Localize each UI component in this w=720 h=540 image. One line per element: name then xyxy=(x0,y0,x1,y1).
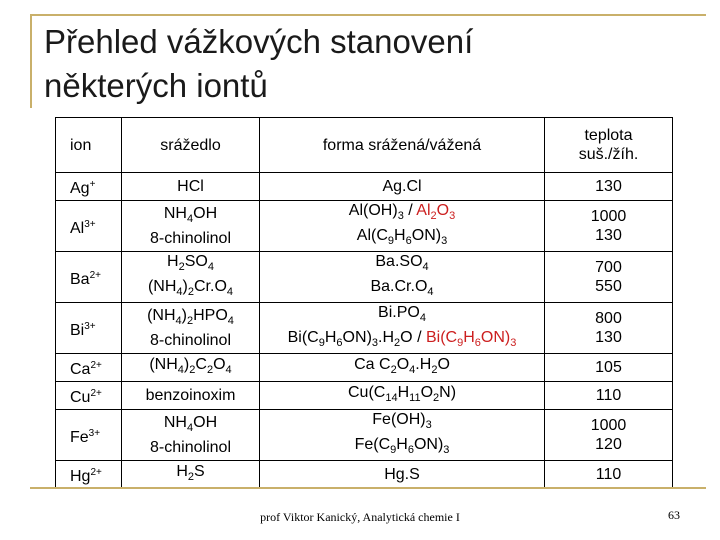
ion-cell xyxy=(56,173,122,201)
reagent-line: $(NH_4)_2Cr.O_4$ xyxy=(147,278,234,298)
form-line: Ca $C_2O_4.H_2O$ xyxy=(354,356,450,376)
ion-charge: 2+ xyxy=(90,467,102,478)
temp-line: 800 xyxy=(595,310,622,327)
temp-cell xyxy=(545,303,673,354)
form-cell xyxy=(260,354,545,382)
ion-cell xyxy=(56,201,122,252)
reagent-line: 8-chinolinol xyxy=(149,230,231,247)
temp-line: 110 xyxy=(595,466,622,483)
reagent-line: $(NH_4)_2HPO_4$ xyxy=(147,307,234,327)
reagent-line: benzoinoxim xyxy=(145,387,236,404)
temp-cell xyxy=(545,252,673,303)
header-form: forma srážená/vážená xyxy=(260,118,545,173)
bottom-rule xyxy=(30,487,706,489)
form-cell xyxy=(260,410,545,461)
form-line: $Al(C_9H_6ON)_3$ xyxy=(356,227,448,247)
reagent-cell xyxy=(122,461,260,489)
ion-cell xyxy=(56,382,122,410)
ion-symbol: Ag xyxy=(70,180,90,197)
temp-line: 1000 xyxy=(590,208,627,225)
temp-cell xyxy=(545,410,673,461)
ion-cell xyxy=(56,252,122,303)
ion-symbol: Fe xyxy=(70,428,89,446)
reagent-line: 8-chinolinol xyxy=(149,439,231,456)
table-row xyxy=(56,354,673,382)
footer-credit: prof Viktor Kanický, Analytická chemie I xyxy=(260,510,460,524)
header-temp-line-2: suš./žíh. xyxy=(578,146,639,163)
title-line-2: některých iontů xyxy=(44,67,268,104)
ion-charge: 2+ xyxy=(89,269,101,281)
temp-line: 105 xyxy=(595,359,622,376)
form-line: $Al(OH)_3 / Al_2O_3$ xyxy=(348,202,456,222)
form-line: Hg.S xyxy=(384,466,420,483)
temp-line: 130 xyxy=(595,178,622,195)
gravimetric-table xyxy=(55,117,673,489)
form-cell xyxy=(260,382,545,410)
header-temp-line-1: teplota xyxy=(584,127,633,144)
ion-symbol: Cu xyxy=(70,389,91,406)
title-line-1: Přehled vážkových stanovení xyxy=(44,23,474,60)
form-line: $Fe(OH)_3$ xyxy=(372,411,432,431)
ion-symbol: Hg xyxy=(70,468,91,485)
frame-vertical-rule xyxy=(30,14,32,108)
temp-line: 700 xyxy=(595,259,622,276)
reagent-line: HCl xyxy=(177,178,204,195)
form-line: $Fe(C_9H_6ON)_3$ xyxy=(354,436,450,456)
form-line: Ag.Cl xyxy=(382,178,422,195)
form-line: $Cu(C_{14}H_{11}O_2N)$ xyxy=(347,384,457,404)
temp-line: 120 xyxy=(595,436,622,453)
form-line: $Bi.PO_4$ xyxy=(378,304,426,324)
temp-cell xyxy=(545,382,673,410)
ion-cell xyxy=(56,461,122,489)
table-row xyxy=(56,461,673,489)
form-cell xyxy=(260,461,545,489)
table-row xyxy=(56,252,673,303)
reagent-cell xyxy=(122,303,260,354)
ion-symbol: Bi xyxy=(70,321,85,339)
temp-cell xyxy=(545,354,673,382)
form-cell xyxy=(260,252,545,303)
table-row xyxy=(56,382,673,410)
table-row xyxy=(56,201,673,252)
header-temperature xyxy=(545,118,673,173)
ion-symbol: Al xyxy=(70,219,85,237)
table-row xyxy=(56,173,673,201)
form-cell xyxy=(260,303,545,354)
ion-cell xyxy=(56,410,122,461)
reagent-cell xyxy=(122,252,260,303)
reagent-line: $NH_4OH$ xyxy=(163,205,218,225)
ion-cell xyxy=(56,354,122,382)
ion-charge: 3+ xyxy=(84,218,96,230)
temp-line: 1000 xyxy=(590,417,627,434)
reagent-cell xyxy=(122,410,260,461)
ion-charge: 3+ xyxy=(84,320,96,332)
reagent-cell xyxy=(122,354,260,382)
temp-cell xyxy=(545,173,673,201)
ion-symbol: Ca xyxy=(70,361,91,378)
temp-line: 130 xyxy=(595,227,622,244)
temp-line: 130 xyxy=(595,329,622,346)
reagent-line: $H_2S$ xyxy=(176,463,205,483)
header-reagent: srážedlo xyxy=(122,118,260,173)
temp-cell xyxy=(545,461,673,489)
temp-cell xyxy=(545,201,673,252)
form-line: $Ba.SO_4$ xyxy=(375,253,429,273)
form-cell xyxy=(260,201,545,252)
ion-charge: 3+ xyxy=(88,427,101,439)
frame-horizontal-rule xyxy=(30,14,706,16)
temp-line: 550 xyxy=(595,278,622,295)
form-line: $Ba.Cr.O_4$ xyxy=(370,278,434,298)
form-cell xyxy=(260,173,545,201)
ion-charge: 2+ xyxy=(90,388,102,399)
reagent-cell xyxy=(122,201,260,252)
slide-title xyxy=(44,20,473,108)
ion-charge: 2+ xyxy=(90,360,102,371)
table-header-row xyxy=(56,118,673,173)
ion-symbol: Ba xyxy=(70,270,90,288)
reagent-line: $NH_4OH$ xyxy=(163,414,218,434)
ion-charge: + xyxy=(89,179,96,190)
temp-line: 110 xyxy=(595,387,622,404)
reagent-line: 8-chinolinol xyxy=(149,332,231,349)
reagent-cell xyxy=(122,382,260,410)
ion-cell xyxy=(56,303,122,354)
header-ion: ion xyxy=(56,118,122,173)
page-number: 63 xyxy=(668,508,680,522)
reagent-line: $(NH_4)_2C_2O_4$ xyxy=(149,356,232,376)
form-line: $Bi(C_9H_6ON)_3.H_2O / Bi(C_9H_6ON)_3$ xyxy=(287,329,517,349)
table-row xyxy=(56,410,673,461)
reagent-line: $H_2SO_4$ xyxy=(167,253,214,273)
table-row xyxy=(56,303,673,354)
reagent-cell xyxy=(122,173,260,201)
